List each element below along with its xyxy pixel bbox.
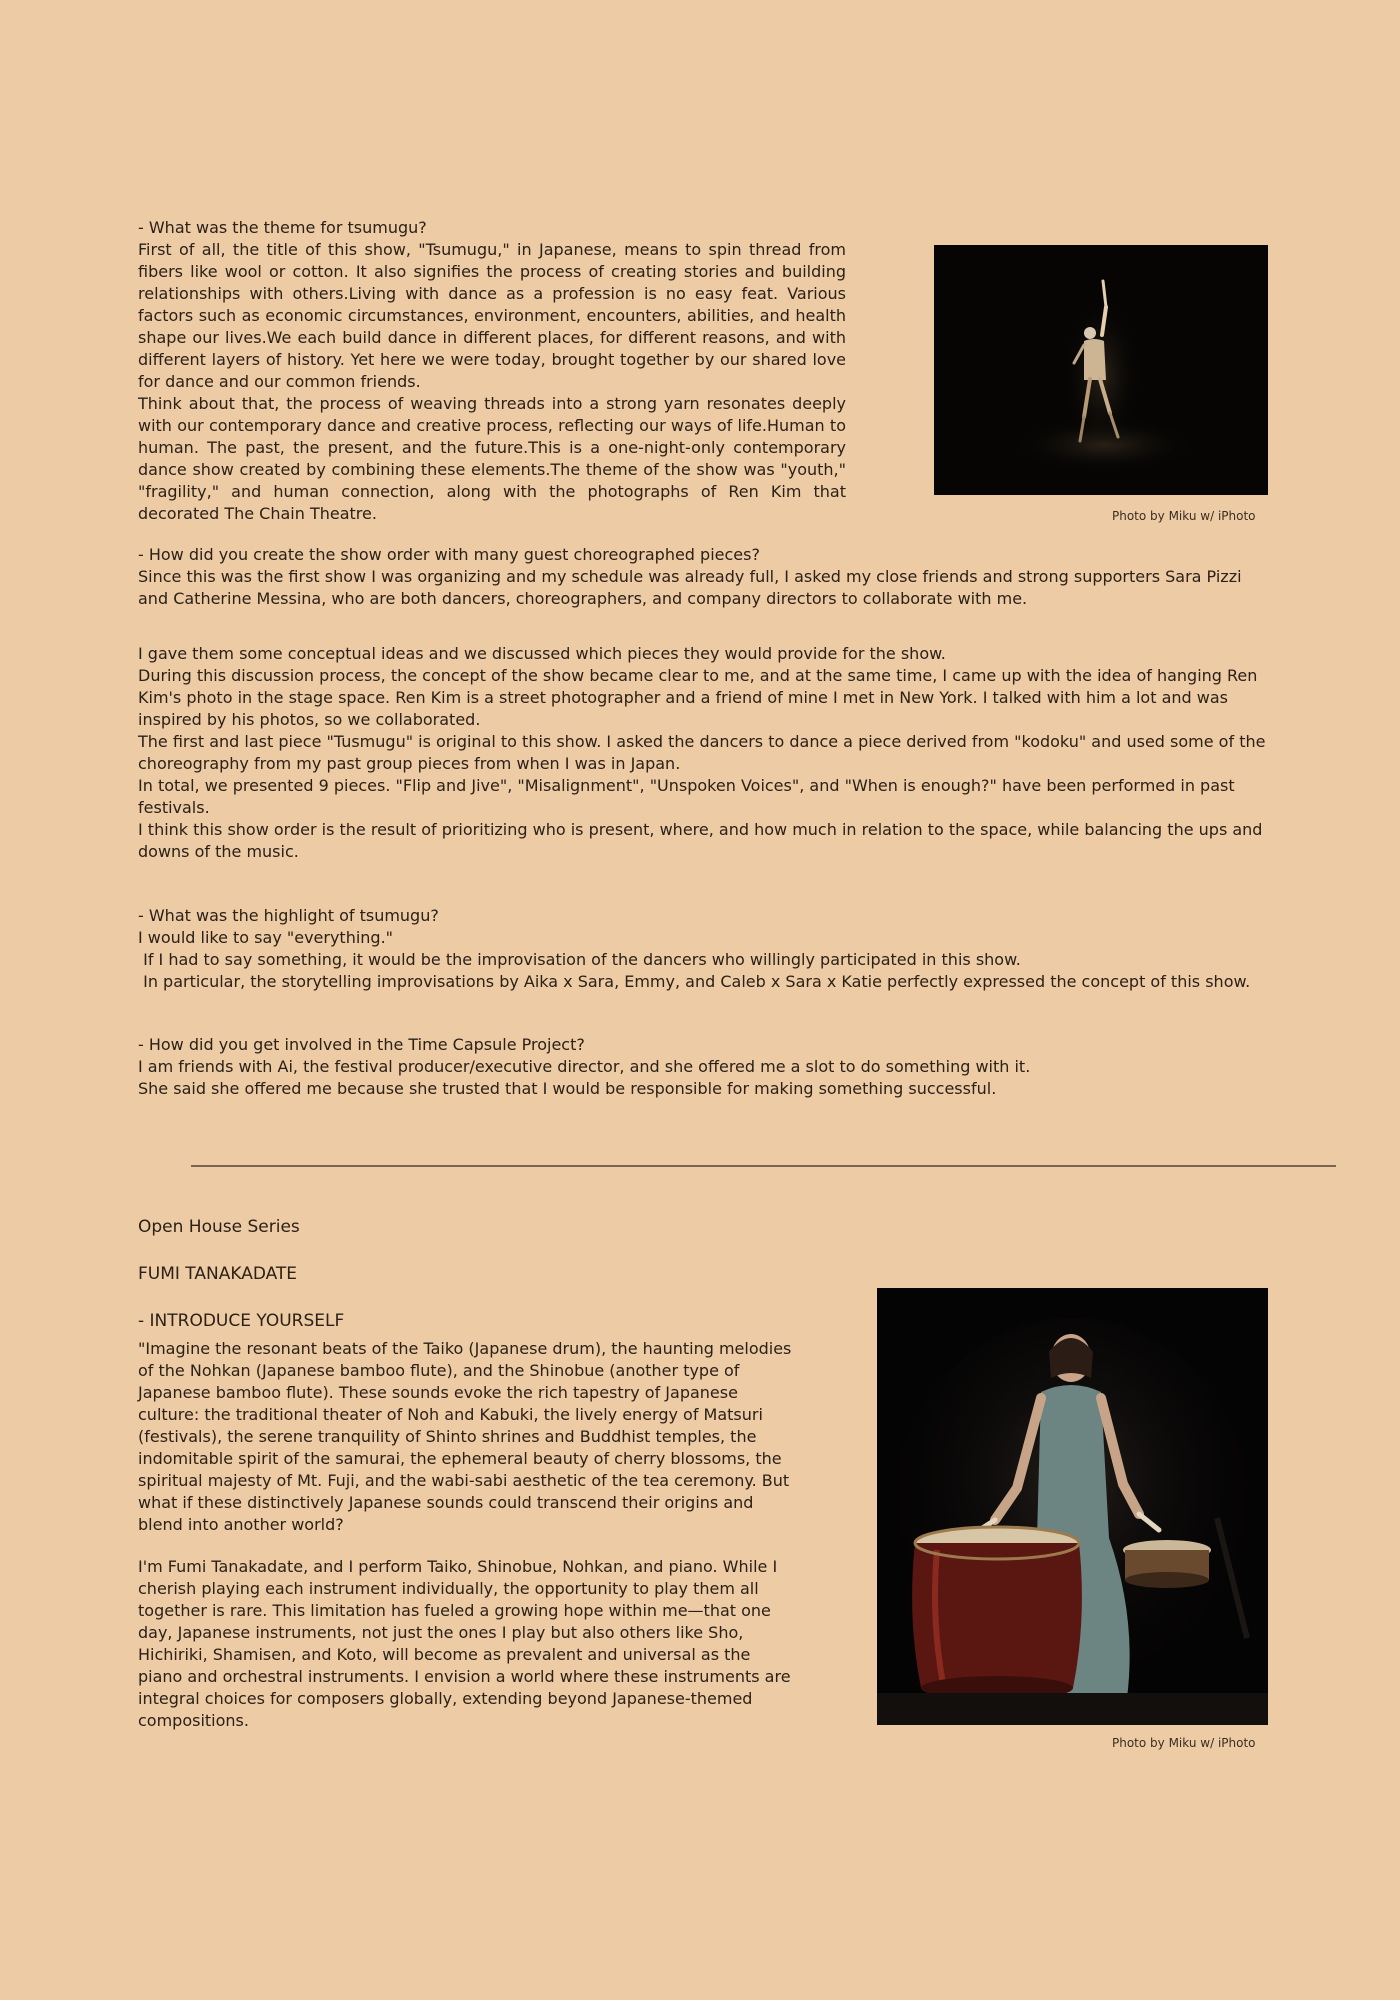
highlight-section bbox=[138, 905, 1268, 993]
highlight-answer-line: I would like to say "everything." bbox=[138, 928, 394, 947]
dancer-photo-caption: Photo by Miku w/ iPhoto bbox=[1112, 509, 1256, 523]
taiko-photo-illustration bbox=[877, 1288, 1268, 1725]
show-order-section bbox=[138, 544, 1268, 610]
show-order-intro: Since this was the first show I was organizing and my schedule was already full, I asked my close friends and strong supporters Sara Pizzi and Catherine Messina, who are both dancers, choreographers, and company directors to collaborate with me. bbox=[138, 567, 1242, 608]
show-order-paragraph: In total, we presented 9 pieces. "Flip and Jive", "Misalignment", "Unspoken Voices", and "When is enough?" have been performed in past festivals. bbox=[138, 776, 1235, 817]
show-order-paragraph: I gave them some conceptual ideas and we discussed which pieces they would provide for the show. bbox=[138, 644, 946, 663]
show-order-paragraph: I think this show order is the result of prioritizing who is present, where, and how much in relation to the space, while balancing the ups and downs of the music. bbox=[138, 820, 1263, 861]
theme-answer-paragraph: Think about that, the process of weaving threads into a strong yarn resonates deeply with our contemporary dance and creative process, reflecting our ways of life.Human to human. The past, the present, and the future.This is a one-night-only contemporary dance show created by combining these elements.The theme of the show was "youth," "fragility," and human connection, along with the photographs of Ren Kim that decorated The Chain Theatre. bbox=[138, 394, 846, 523]
taiko-drum bbox=[912, 1527, 1082, 1700]
show-order-details bbox=[138, 643, 1268, 863]
time-capsule-answer-line: I am friends with Ai, the festival producer/executive director, and she offered me a slot to do something with it. bbox=[138, 1057, 1031, 1076]
introduce-heading: - INTRODUCE YOURSELF bbox=[138, 1311, 345, 1331]
series-title: Open House Series bbox=[138, 1217, 300, 1237]
theme-answer-paragraph: First of all, the title of this show, "Tsumugu," in Japanese, means to spin thread from fibers like wool or cotton. It also signifies the process of creating stories and building relationships with others.Living with dance as a profession is no easy feat. Various factors such as economic circumstances, environment, encounters, abilities, and health shape our lives.We each build dance in different places, for different reasons, and with different layers of history. Yet here we were today, brought together by our shared love for dance and our common friends. bbox=[138, 240, 846, 391]
time-capsule-answer-line: She said she offered me because she trusted that I would be responsible for making something successful. bbox=[138, 1079, 997, 1098]
time-capsule-question: - How did you get involved in the Time Capsule Project? bbox=[138, 1035, 585, 1054]
theme-section bbox=[138, 217, 846, 525]
taiko-photo-caption: Photo by Miku w/ iPhoto bbox=[1112, 1736, 1256, 1750]
show-order-paragraph: The first and last piece "Tusmugu" is original to this show. I asked the dancers to dance a piece derived from "kodoku" and used some of the choreography from my past group pieces from when I was in Japan. bbox=[138, 732, 1266, 773]
taiko-performer-photo bbox=[877, 1288, 1268, 1725]
dancer-photo bbox=[934, 245, 1268, 495]
dancer-photo-illustration bbox=[934, 245, 1268, 495]
highlight-answer-line: In particular, the storytelling improvisations by Aika x Sara, Emmy, and Caleb x Sara x Katie perfectly expressed the concept of this show. bbox=[138, 972, 1251, 991]
introduce-body bbox=[138, 1338, 798, 1732]
introduce-paragraph: I'm Fumi Tanakadate, and I perform Taiko, Shinobue, Nohkan, and piano. While I cherish playing each instrument individually, the opportunity to play them all together is rare. This limitation has fueled a growing hope within me—that one day, Japanese instruments, not just the ones I play but also others like Sho, Hichiriki, Shamisen, and Koto, will become as prevalent and universal as the piano and orchestral instruments. I envision a world where these instruments are integral choices for composers globally, extending beyond Japanese-themed compositions. bbox=[138, 1557, 791, 1730]
show-order-paragraph: During this discussion process, the concept of the show became clear to me, and at the same time, I came up with the idea of hanging Ren Kim's photo in the stage space. Ren Kim is a street photographer and a friend of mine I met in New York. I talked with him a lot and was inspired by his photos, so we collaborated. bbox=[138, 666, 1258, 729]
section-divider bbox=[191, 1165, 1336, 1167]
highlight-question: - What was the highlight of tsumugu? bbox=[138, 906, 439, 925]
highlight-answer-line: If I had to say something, it would be the improvisation of the dancers who willingly participated in this show. bbox=[138, 950, 1021, 969]
artist-name: FUMI TANAKADATE bbox=[138, 1264, 298, 1284]
introduce-paragraph: "Imagine the resonant beats of the Taiko (Japanese drum), the haunting melodies of the Nohkan (Japanese bamboo flute), and the Shinobue (another type of Japanese bamboo flute). These sounds evoke the rich tapestry of Japanese culture: the traditional theater of Noh and Kabuki, the lively energy of Matsuri (festivals), the serene tranquility of Shinto shrines and Buddhist temples, the indomitable spirit of the samurai, the ephemeral beauty of cherry blossoms, the spiritual majesty of Mt. Fuji, and the wabi-sabi aesthetic of the tea ceremony. But what if these distinctively Japanese sounds could transcend their origins and blend into another world? bbox=[138, 1339, 792, 1534]
theme-question: - What was the theme for tsumugu? bbox=[138, 218, 427, 237]
time-capsule-section bbox=[138, 1034, 1268, 1100]
show-order-question: - How did you create the show order with many guest choreographed pieces? bbox=[138, 545, 760, 564]
